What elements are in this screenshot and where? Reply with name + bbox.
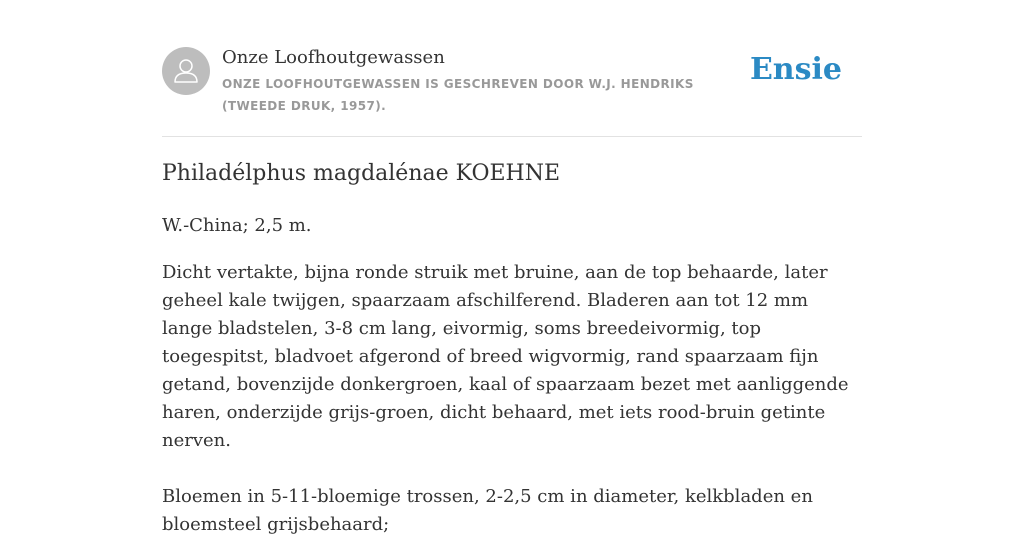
entry-paragraph: Dicht vertakte, bijna ronde struik met bruine, aan de top behaarde, later geheel kale twijgen, spaarzaam afschilferend. Bladeren aan tot 12 mm lange bladstelen, 3-8 cm lang, eivormig, soms breedeivormig, top toegespitst, bladvoet afgerond of breed wigvormig, rand spaarzaam fijn getand, bovenzijde donkergroen, kaal of spaarzaam bezet met aanliggende haren, onderzijde grijs-groen, dicht behaard, met iets rood-bruin getinte nerven. Bloemen in 5-11-bloemige trossen, 2-2,5 cm in diameter, kelkbladen en bloemsteel grijsbehaard;	[162, 262, 849, 535]
page	[162, 0, 862, 535]
avatar	[162, 47, 210, 95]
book-title[interactable]: Onze Loofhoutgewassen	[222, 47, 445, 68]
entry-title: Philadélphus magdalénae KOEHNE	[162, 161, 561, 186]
user-icon	[162, 47, 210, 95]
book-description: ONZE LOOFHOUTGEWASSEN IS GESCHREVEN DOOR W.J. HENDRIKS (TWEEDE DRUK, 1957).	[222, 77, 694, 113]
entry-content	[162, 156, 862, 535]
book-header	[162, 46, 862, 137]
ensie-logo[interactable]: Ensie	[749, 52, 842, 87]
entry-paragraph: W.-China; 2,5 m.	[162, 215, 312, 236]
